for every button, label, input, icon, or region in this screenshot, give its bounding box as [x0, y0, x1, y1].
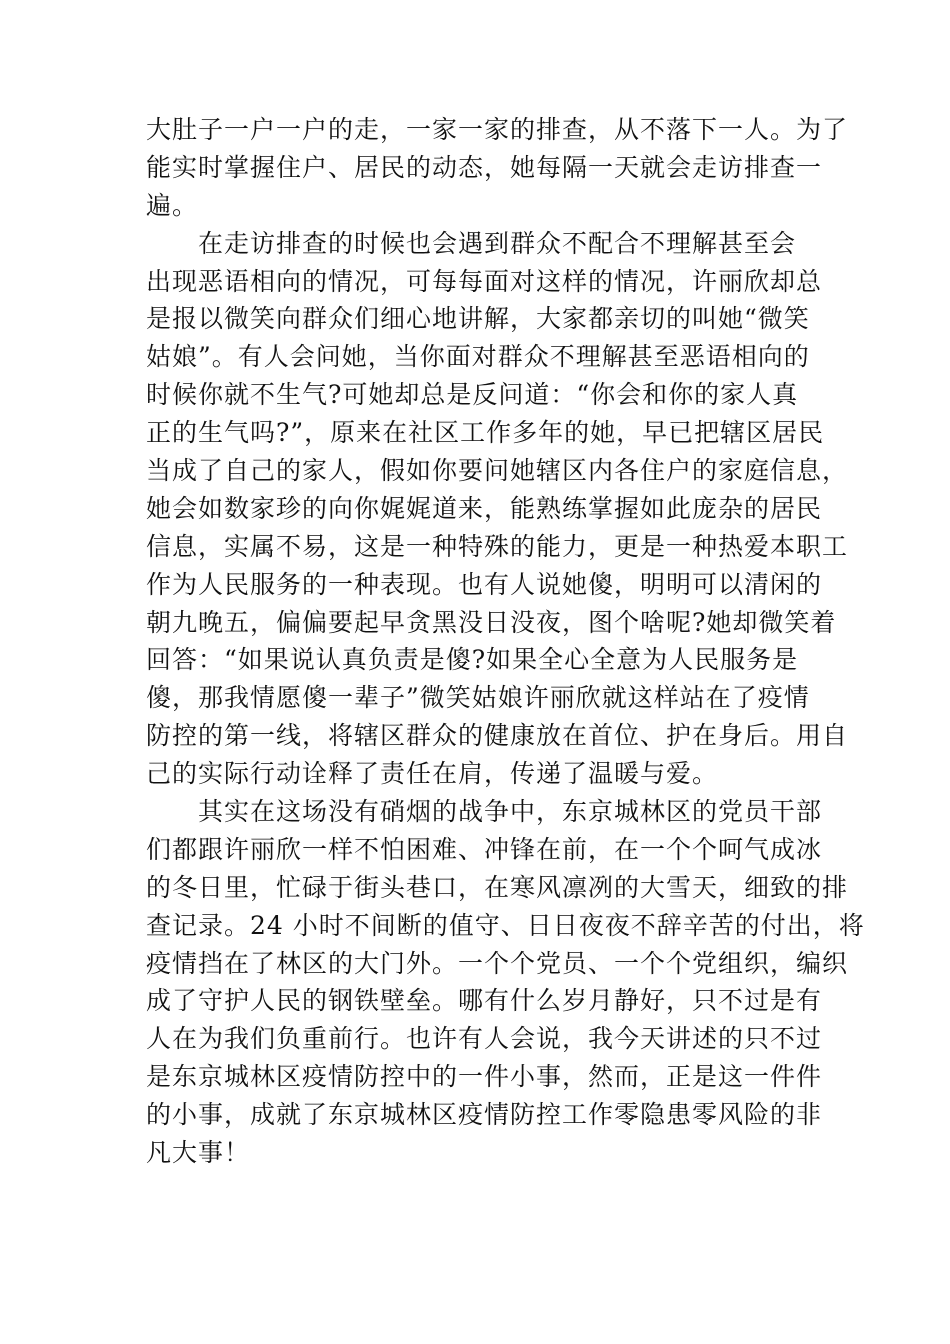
text-line: 是东京城林区疫情防控中的一件小事，然而，正是这一件件	[146, 1062, 823, 1092]
text-line: 的冬日里，忙碌于街头巷口，在寒风凛冽的大雪天，细致的排	[146, 872, 849, 902]
text-line: 成了守护人民的钢铁壁垒。哪有什么岁月静好，只不过是有	[146, 986, 823, 1016]
paragraph-first-line: 在走访排查的时候也会遇到群众不配合不理解甚至会	[198, 228, 797, 258]
text-line: 姑娘”。有人会问她，当你面对群众不理解甚至恶语相向的	[146, 342, 810, 372]
text-line: 正的生气吗?”，原来在社区工作多年的她，早已把辖区居民	[146, 418, 825, 448]
text-line: 朝九晚五，偏偏要起早贪黑没日没夜，图个啥呢?她却微笑着	[146, 607, 837, 637]
text-line: 她会如数家珍的向你娓娓道来，能熟练掌握如此庞杂的居民	[146, 493, 823, 523]
text-line: 己的实际行动诠释了责任在肩，传递了温暖与爱。	[146, 759, 719, 789]
text-line: 查记录。24 小时不间断的值守、日日夜夜不辞辛苦的付出，将	[146, 910, 865, 940]
text-line: 人在为我们负重前行。也许有人会说，我今天讲述的只不过	[146, 1024, 823, 1054]
paragraph-first-line: 其实在这场没有硝烟的战争中，东京城林区的党员干部	[198, 797, 823, 827]
text-line: 当成了自己的家人，假如你要问她辖区内各住户的家庭信息，	[146, 456, 849, 486]
text-line: 作为人民服务的一种表现。也有人说她傻，明明可以清闲的	[146, 569, 823, 599]
text-line: 的小事，成就了东京城林区疫情防控工作零隐患零风险的非	[146, 1100, 823, 1130]
text-line: 疫情挡在了林区的大门外。一个个党员、一个个党组织，编织	[146, 948, 849, 978]
text-line: 防控的第一线，将辖区群众的健康放在首位、护在身后。用自	[146, 721, 849, 751]
text-line: 大肚子一户一户的走，一家一家的排查，从不落下一人。为了	[146, 115, 849, 144]
text-line: 回答：“如果说认真负责是傻?如果全心全意为人民服务是	[146, 645, 799, 675]
document-body	[146, 111, 865, 1172]
text-line: 遍。	[146, 190, 199, 220]
text-line: 信息，实属不易，这是一种特殊的能力，更是一种热爱本职工	[146, 531, 849, 561]
text-line: 凡大事！	[146, 1138, 251, 1168]
text-line: 们都跟许丽欣一样不怕困难、冲锋在前，在一个个呵气成冰	[146, 834, 823, 864]
text-line: 能实时掌握住户、居民的动态，她每隔一天就会走访排查一	[146, 152, 823, 182]
text-line: 是报以微笑向群众们细心地讲解，大家都亲切的叫她“微笑	[146, 304, 810, 334]
text-line: 时候你就不生气?可她却总是反问道：“你会和你的家人真	[146, 380, 799, 410]
text-line: 傻，那我情愿傻一辈子”微笑姑娘许丽欣就这样站在了疫情	[146, 683, 810, 713]
text-line: 出现恶语相向的情况，可每每面对这样的情况，许丽欣却总	[146, 266, 823, 296]
